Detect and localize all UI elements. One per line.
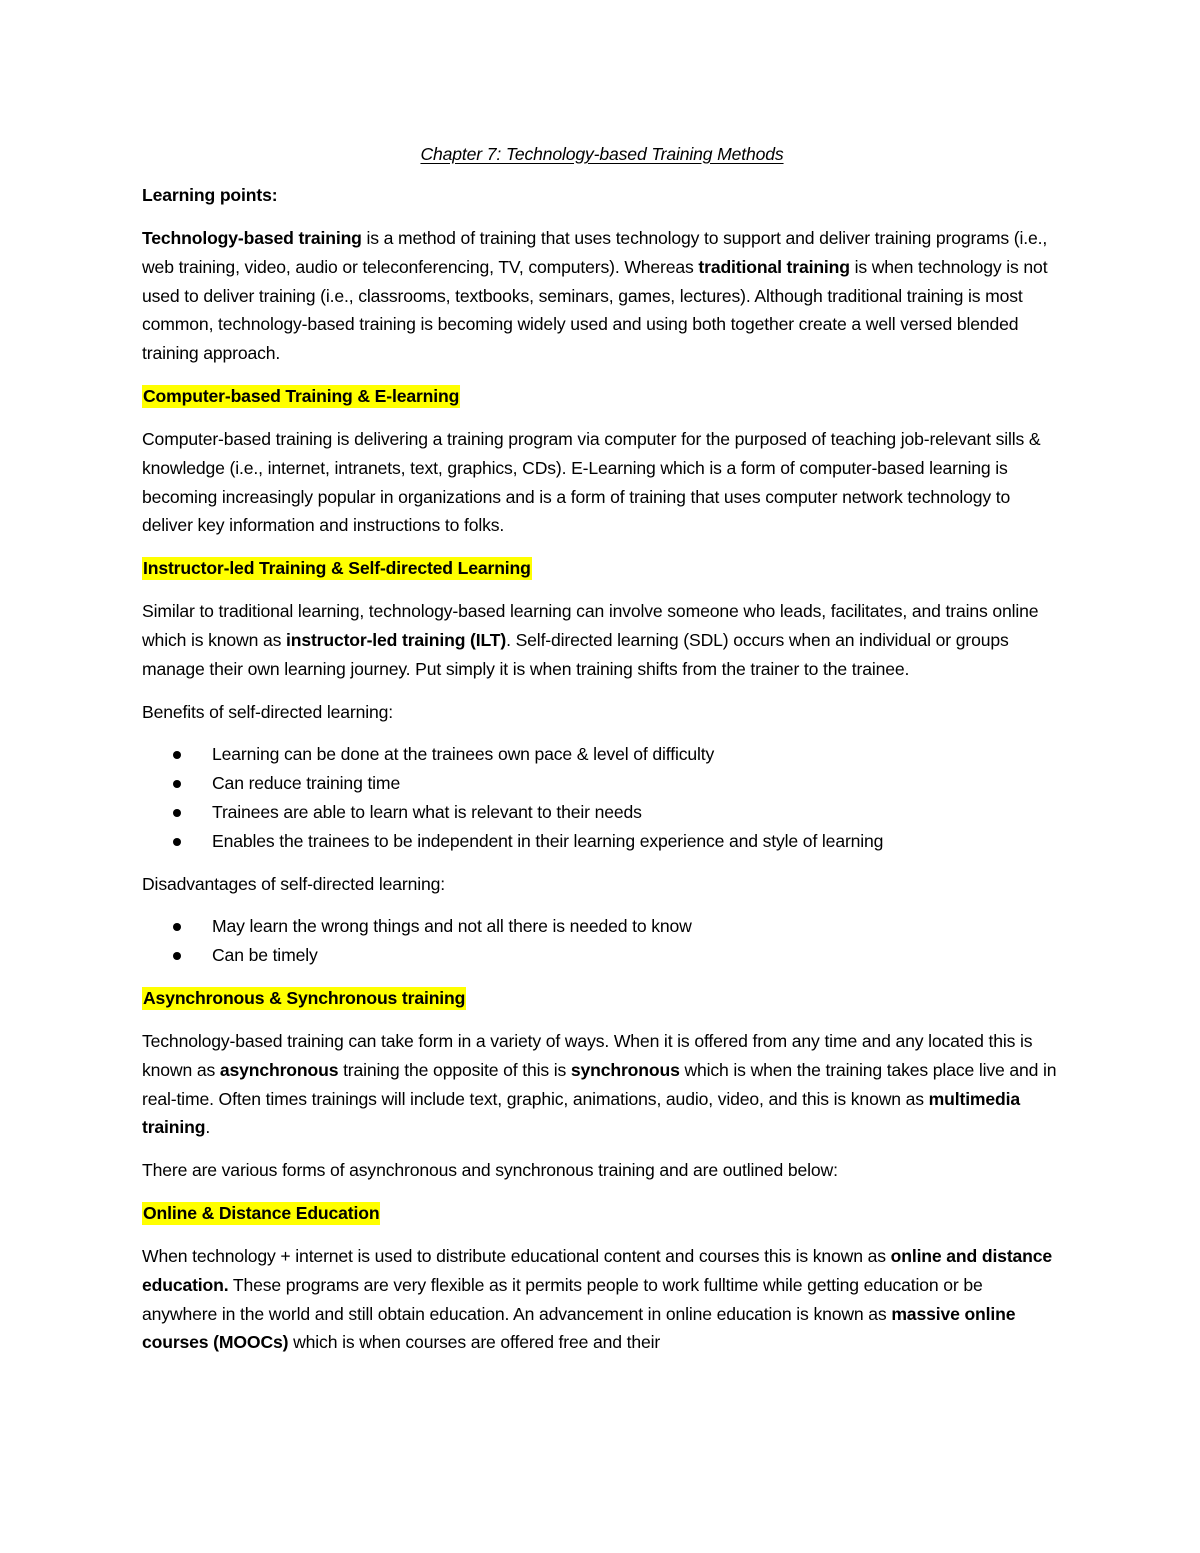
bullet-icon: [173, 952, 181, 960]
list-item: Trainees are able to learn what is relevant to their needs: [142, 798, 1062, 827]
section-heading-asynchronous-synchronous: Asynchronous & Synchronous training: [143, 987, 466, 1008]
instructor-led-training-paragraph: Similar to traditional learning, technology-based learning can involve someone who leads, facilitates, and trains online which is known as instructor-led training (ILT). Self-directed learning (SDL) occurs when an individual or groups manage their own learning journey. Put simply it is when training shifts from the trainer to the trainee.: [142, 601, 1039, 679]
document-body: [142, 140, 1062, 1371]
list-item: Enables the trainees to be independent in their learning experience and style of learning: [142, 827, 1062, 856]
benefits-list: [142, 740, 1062, 855]
term-multimedia-training: multimedia training: [142, 1088, 1021, 1138]
bullet-icon: [173, 838, 181, 846]
benefits-label: Benefits of self-directed learning:: [142, 701, 393, 722]
disadvantages-label: Disadvantages of self-directed learning:: [142, 873, 446, 894]
term-synchronous: synchronous: [570, 1059, 680, 1080]
list-item: Can be timely: [142, 941, 1062, 970]
section-heading-computer-based-training: Computer-based Training & E-learning: [143, 385, 460, 406]
learning-points-label: Learning points:: [142, 185, 278, 205]
computer-based-training-paragraph: Computer-based training is delivering a training program via computer for the purposed of teaching job-relevant sills & knowledge (i.e., internet, intranets, text, graphics, CDs). E-Learning which is a form of computer-based learning is becoming increasingly popular in organizations and is a form of training that uses computer network technology to deliver key information and instructions to folks.: [142, 428, 1041, 536]
term-technology-based-training: Technology-based training: [142, 228, 362, 248]
bullet-icon: [173, 809, 181, 817]
bullet-icon: [173, 923, 181, 931]
online-education-paragraph: When technology + internet is used to distribute educational content and courses this is known as online and distance education. These programs are very flexible as it permits people to work fulltime while getting education or be anywhere in the world and still obtain education. An advancement in online education is known as massive online courses (MOOCs) which is when courses are offered free and their: [142, 1245, 1053, 1353]
bullet-icon: [173, 780, 181, 788]
intro-paragraph: Technology-based training is a method of training that uses technology to support and deliver training programs (i.e., web training, video, audio or teleconferencing, TV, computers). Whereas traditional training is when technology is not used to deliver training (i.e., classrooms, textbooks, seminars, games, lectures). Although traditional training is most common, technology-based training is becoming widely used and using both together create a well versed blended training approach.: [142, 228, 1048, 364]
chapter-title: Chapter 7: Technology-based Training Methods: [420, 144, 784, 164]
forms-paragraph: There are various forms of asynchronous and synchronous training and are outlined below:: [142, 1160, 838, 1181]
asynchronous-paragraph: Technology-based training can take form in a variety of ways. When it is offered from any time and any located this is known as asynchronous training the opposite of this is synchronous which is when the training takes place live and in real-time. Often times trainings will include text, graphic, animations, audio, video, and this is known as multimedia training.: [142, 1030, 1057, 1138]
section-heading-instructor-led-training: Instructor-led Training & Self-directed Learning: [143, 558, 531, 579]
term-traditional-training: traditional training: [698, 256, 850, 277]
list-item: Can reduce training time: [142, 769, 1062, 798]
list-item: May learn the wrong things and not all there is needed to know: [142, 912, 1062, 941]
term-moocs: massive online courses (MOOCs): [142, 1303, 1016, 1353]
list-item: Learning can be done at the trainees own pace & level of difficulty: [142, 740, 1062, 769]
disadvantages-list: [142, 912, 1062, 970]
term-online-distance-education: online and distance education.: [142, 1245, 1053, 1295]
section-heading-online-distance-education: Online & Distance Education: [143, 1202, 380, 1223]
bullet-icon: [173, 751, 181, 759]
term-instructor-led-training: instructor-led training (ILT): [285, 629, 507, 650]
term-asynchronous: asynchronous: [219, 1059, 339, 1080]
